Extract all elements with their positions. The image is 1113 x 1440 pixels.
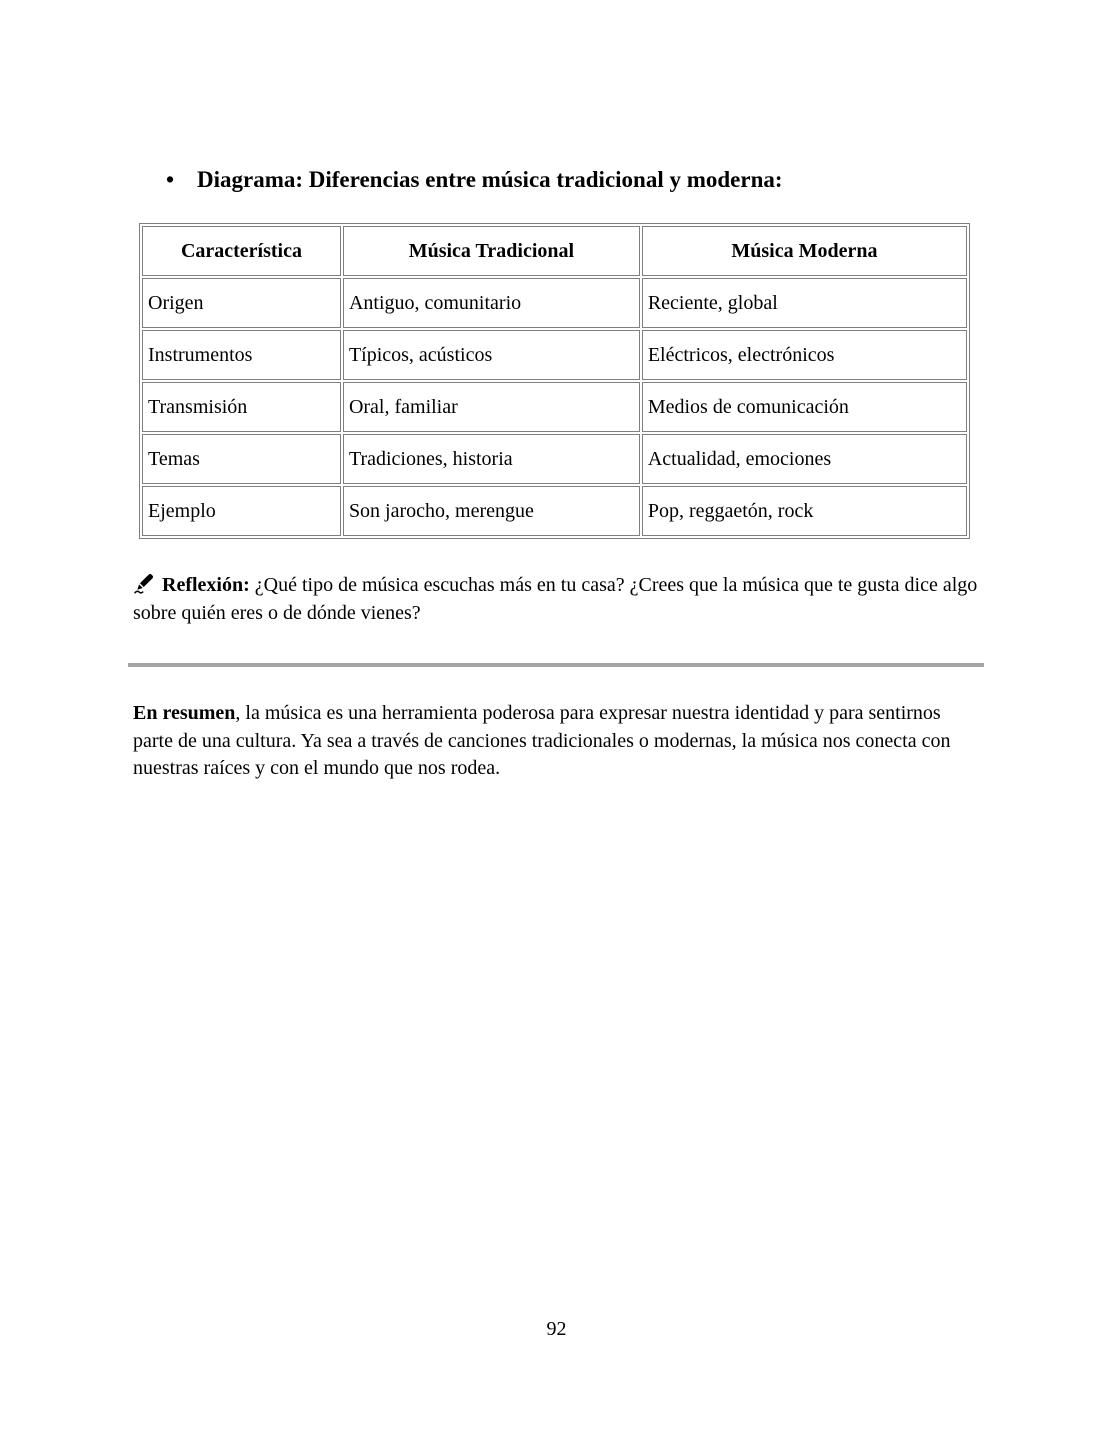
section-heading [166,166,984,193]
table-cell: Medios de comunicación [642,382,967,432]
table-row [142,486,967,536]
reflection-paragraph [133,572,984,627]
table-cell: Oral, familiar [343,382,640,432]
horizontal-rule [128,663,984,667]
reflection-label: Reflexión: [162,574,250,596]
table-row [142,330,967,380]
table-cell: Actualidad, emociones [642,434,967,484]
table-cell: Típicos, acústicos [343,330,640,380]
table-header-cell: Música Moderna [642,226,967,276]
table-cell: Transmisión [142,382,341,432]
table-cell: Tradiciones, historia [343,434,640,484]
table-cell: Origen [142,278,341,328]
section-heading-text: Diagrama: Diferencias entre música tradicional y moderna: [197,167,783,192]
table-header-row [142,226,967,276]
table-cell: Son jarocho, merengue [343,486,640,536]
table-body [142,278,967,536]
table-row [142,382,967,432]
pen-icon [133,572,155,594]
table-cell: Reciente, global [642,278,967,328]
table-header-cell: Característica [142,226,341,276]
table-cell: Pop, reggaetón, rock [642,486,967,536]
bullet-marker: • [166,167,175,192]
table-cell: Temas [142,434,341,484]
page-number: 92 [546,1318,567,1340]
table-header-cell: Música Tradicional [343,226,640,276]
summary-lead: En resumen [133,702,236,724]
table-cell: Instrumentos [142,330,341,380]
reflection-text: ¿Qué tipo de música escuchas más en tu casa? ¿Crees que la música que te gusta dice algo sobre quién eres o de dónde vienes? [133,574,978,624]
table-cell: Eléctricos, electrónicos [642,330,967,380]
table-row [142,278,967,328]
comparison-table [139,223,970,539]
summary-paragraph [133,700,984,783]
table-cell: Antiguo, comunitario [343,278,640,328]
summary-text: , la música es una herramienta poderosa para expresar nuestra identidad y para sentirnos parte de una cultura. Ya sea a través de canciones tradicionales o modernas, la música nos conecta con nuestras raíces y con el mundo que nos rodea. [133,702,951,779]
table-row [142,434,967,484]
table-cell: Ejemplo [142,486,341,536]
